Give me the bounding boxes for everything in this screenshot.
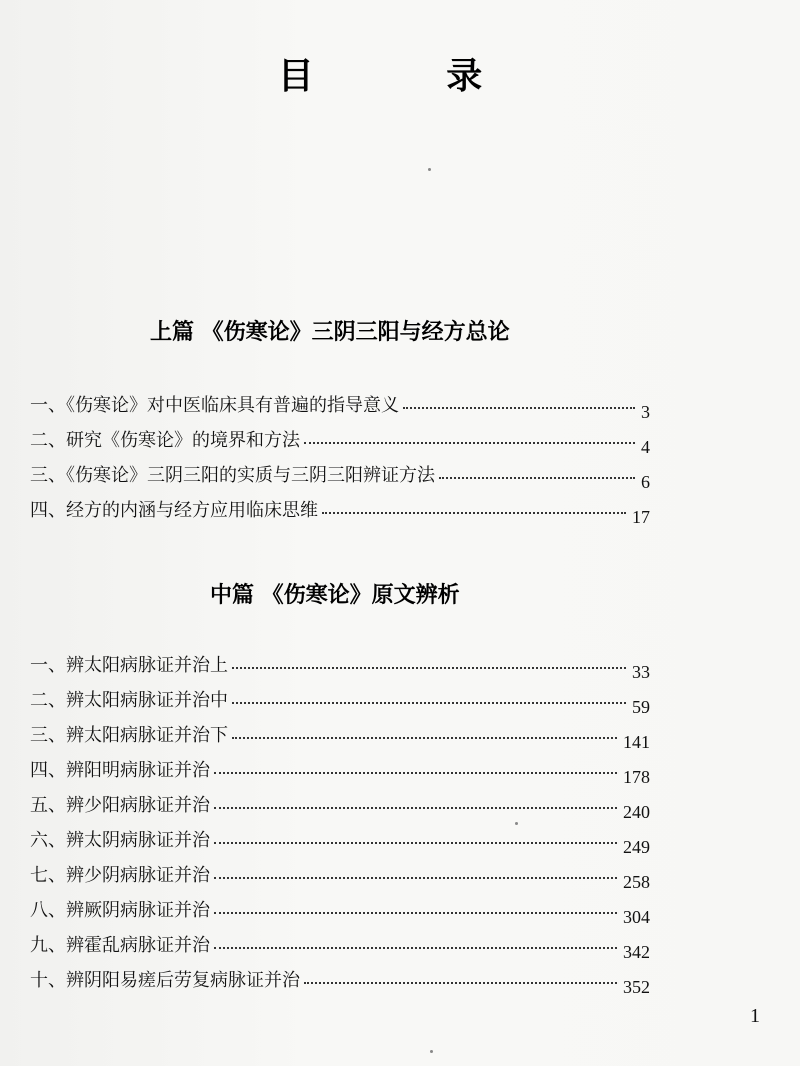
- part1-heading: 上篇 《伤寒论》三阴三阳与经方总论: [150, 320, 510, 345]
- toc-entry[interactable]: [30, 785, 650, 822]
- toc-entry-page: 249: [623, 837, 650, 857]
- leader-dots: [304, 982, 617, 984]
- toc-entry-page: 178: [623, 767, 650, 787]
- toc-entry-label: 一、《伤寒论》对中医临床具有普遍的指导意义: [30, 395, 399, 416]
- toc-entry-page: 59: [632, 697, 650, 717]
- toc-entry-label: 五、辨少阳病脉证并治: [30, 795, 210, 816]
- toc-entry[interactable]: [30, 715, 650, 752]
- paper-speck: [430, 1050, 433, 1053]
- leader-dots: [214, 877, 617, 879]
- paper-speck: [515, 822, 518, 825]
- page-title: 目 录: [277, 56, 543, 97]
- toc-entry-label: 六、辨太阴病脉证并治: [30, 830, 210, 851]
- toc-entry-label: 二、研究《伤寒论》的境界和方法: [30, 430, 300, 451]
- part2-heading: 中篇 《伤寒论》原文辨析: [210, 583, 460, 608]
- toc-entry[interactable]: [30, 645, 650, 682]
- toc-entry-label: 四、经方的内涵与经方应用临床思维: [30, 500, 318, 521]
- toc-entry-label: 四、辨阳明病脉证并治: [30, 760, 210, 781]
- leader-dots: [214, 947, 617, 949]
- toc-entry-page: 258: [623, 872, 650, 892]
- toc-entry-page: 4: [641, 437, 650, 457]
- toc-entry-label: 三、辨太阳病脉证并治下: [30, 725, 228, 746]
- leader-dots: [439, 477, 635, 479]
- toc-entry-page: 17: [632, 507, 650, 527]
- toc-entry-label: 三、《伤寒论》三阴三阳的实质与三阴三阳辨证方法: [30, 465, 435, 486]
- toc-entry-label: 十、辨阴阳易瘥后劳复病脉证并治: [30, 970, 300, 991]
- toc-entry-label: 一、辨太阳病脉证并治上: [30, 655, 228, 676]
- toc-entry[interactable]: [30, 750, 650, 787]
- toc-entry[interactable]: [30, 960, 650, 997]
- toc-entry-page: 3: [641, 402, 650, 422]
- toc-entry[interactable]: [30, 455, 650, 492]
- toc-entry-page: 342: [623, 942, 650, 962]
- toc-entry-label: 七、辨少阴病脉证并治: [30, 865, 210, 886]
- leader-dots: [304, 442, 635, 444]
- toc-entry[interactable]: [30, 890, 650, 927]
- leader-dots: [232, 667, 626, 669]
- leader-dots: [214, 772, 617, 774]
- leader-dots: [403, 407, 635, 409]
- page-number: 1: [750, 1005, 760, 1027]
- toc-entry[interactable]: [30, 420, 650, 457]
- leader-dots: [232, 702, 626, 704]
- toc-entry[interactable]: [30, 855, 650, 892]
- toc-entry[interactable]: [30, 820, 650, 857]
- toc-entry[interactable]: [30, 680, 650, 717]
- toc-entry[interactable]: [30, 385, 650, 422]
- toc-entry-page: 352: [623, 977, 650, 997]
- toc-entry-page: 33: [632, 662, 650, 682]
- leader-dots: [232, 737, 617, 739]
- toc-entry-page: 141: [623, 732, 650, 752]
- toc-entry-page: 304: [623, 907, 650, 927]
- toc-entry[interactable]: [30, 925, 650, 962]
- toc-entry-label: 八、辨厥阴病脉证并治: [30, 900, 210, 921]
- leader-dots: [214, 807, 617, 809]
- toc-entry-label: 九、辨霍乱病脉证并治: [30, 935, 210, 956]
- toc-entry[interactable]: [30, 490, 650, 527]
- toc-entry-page: 6: [641, 472, 650, 492]
- toc-entry-label: 二、辨太阳病脉证并治中: [30, 690, 228, 711]
- leader-dots: [214, 842, 617, 844]
- leader-dots: [322, 512, 626, 514]
- leader-dots: [214, 912, 617, 914]
- paper-speck: [428, 168, 431, 171]
- toc-entry-page: 240: [623, 802, 650, 822]
